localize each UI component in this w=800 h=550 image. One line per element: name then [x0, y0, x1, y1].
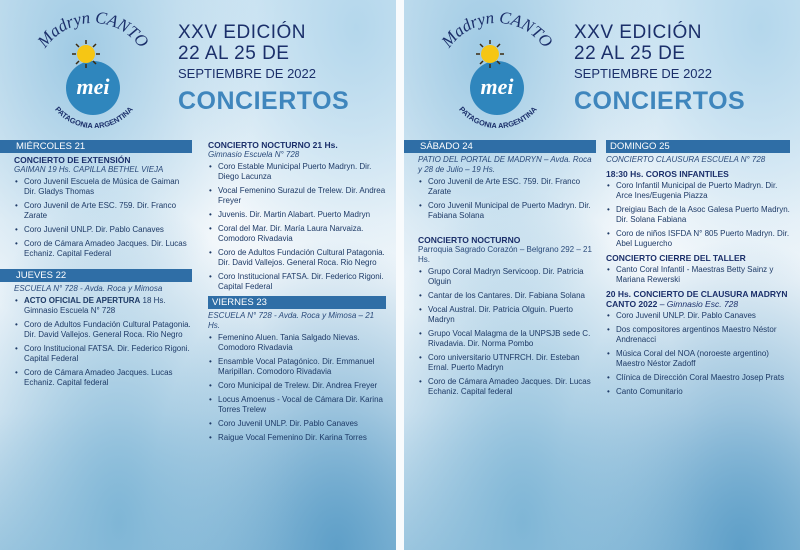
logo-bottom-text: PATAGONIA ARGENTINA — [457, 104, 539, 128]
list-item: • Ensamble Vocal Patagónico. Dir. Emmanuel Maripillan. Comodoro Rivadavia — [208, 357, 386, 377]
list-item: • Coro Estable Municipal Puerto Madryn. Dir. Diego Lacunza — [208, 162, 386, 182]
list-infantiles — [606, 181, 790, 249]
festival-logo — [28, 10, 158, 128]
logo-mark: mei — [480, 74, 514, 99]
section-title: CONCIERTO CIERRE DEL TALLER — [606, 253, 746, 263]
closing-title: 20 Hs. CONCIERTO DE CLAUSURA MADRYN CANTO 2022 — [606, 289, 788, 309]
section-title: 18:30 Hs. COROS INFANTILES — [606, 169, 729, 179]
list-item: • Coro Juvenil de Arte ESC. 759. Dir. Franco Zarate — [418, 177, 596, 197]
day-bar-wed: MIÉRCOLES 21 — [0, 140, 192, 153]
list-item: • Dreigiau Bach de la Asoc Galesa Puerto Madryn. Dir. Solana Fabiana — [606, 205, 790, 225]
logo-mark: mei — [76, 74, 110, 99]
edition: XXV EDICIÓN — [178, 22, 306, 43]
list-item: • Juvenis. Dir. Martin Alabart. Puerto Madryn — [208, 210, 386, 220]
festival-logo — [432, 10, 562, 128]
list-item: • Coro de Cámara Amadeo Jacques. Lucas Echaniz. Capital federal — [14, 368, 192, 388]
list-item: • Coral del Mar. Dir. María Laura Narvaiza. Comodoro Rivadavia — [208, 224, 386, 244]
day-bar-sun: DOMINGO 25 — [606, 140, 790, 153]
panel-left — [0, 0, 396, 550]
list-item: • Raigue Vocal Femenino Dir. Karina Torres — [208, 433, 386, 443]
list-item: • Coro Institucional FATSA. Dir. Federico Rigoni. Capital Federal — [208, 272, 386, 292]
left-col-2 — [208, 140, 386, 447]
list-item: • Coro Juvenil UNLP. Dir. Pablo Canaves — [208, 419, 386, 429]
list-item: • Coro Juvenil UNLP. Dir. Pablo Canaves — [14, 225, 192, 235]
panel-divider — [396, 0, 404, 550]
logo-top-text: Madryn CANTO — [33, 10, 153, 52]
opening-detail: 18 Hs. Gimnasio Escuela N° 728 — [24, 296, 166, 315]
list-clausura — [606, 311, 790, 397]
dates: 22 AL 25 DE — [178, 43, 290, 64]
list-item: • Coro de niños ISFDA N° 805 Puerto Madryn. Dir. Abel Luguercho — [606, 229, 790, 249]
list-item: • Música Coral del NOA (noroeste argentino) Maestro Néstor Zadoff — [606, 349, 790, 369]
dates: 22 AL 25 DE — [574, 43, 686, 64]
right-col-2 — [606, 140, 790, 401]
sun-icon — [77, 45, 95, 63]
title: CONCIERTOS — [178, 87, 350, 115]
day-bar-sat: SÁBADO 24 — [404, 140, 596, 153]
panel-right — [404, 0, 800, 550]
edition: XXV EDICIÓN — [574, 22, 702, 43]
section-sub: PATIO DEL PORTAL DE MADRYN – Avda. Roca y 28 de Julio – 19 Hs. — [418, 155, 592, 174]
list-item: • Locus Amoenus - Vocal de Cámara Dir. Karina Torres Trelew — [208, 395, 386, 415]
logo-bottom-text: PATAGONIA ARGENTINA — [53, 104, 135, 128]
section-sub: ESCUELA N° 728 - Avda. Roca y Mimosa – 21 Hs. — [208, 311, 375, 330]
list-item: • Cantar de los Cantares. Dir. Fabiana Solana — [418, 291, 596, 301]
list-item: • Coro Infantil Municipal de Puerto Madryn. Dir. Arce Ines/Eugenia Piazza — [606, 181, 790, 201]
section-title — [606, 289, 790, 309]
right-col-1 — [418, 140, 596, 401]
list-item: • Femenino Aluen. Tania Salgado Nievas. Comodoro Rivadavia — [208, 333, 386, 353]
section-sub: GAIMAN 19 Hs. CAPILLA BETHEL VIEJA — [14, 165, 164, 174]
header — [178, 22, 378, 116]
list-item: • Canto Coral Infantil - Maestras Betty Sainz y Mariana Rewerski — [606, 265, 790, 285]
list-item: • Coro de Cámara Amadeo Jacques. Dir. Lucas Echaniz. Capital federal — [418, 377, 596, 397]
title: CONCIERTOS — [574, 87, 746, 115]
list-item: • Coro Juvenil Escuela de Música de Gaiman Dir. Gladys Thomas — [14, 177, 192, 197]
list-item: • Coro Municipal de Trelew. Dir. Andrea Freyer — [208, 381, 386, 391]
list-item: • Vocal Femenino Surazul de Trelew. Dir. Andrea Freyer — [208, 186, 386, 206]
section-sub: Parroquia Sagrado Corazón – Belgrano 292 – 21 Hs. — [418, 245, 592, 264]
list-item: • Clínica de Dirección Coral Maestro Josep Prats — [606, 373, 790, 383]
list-item: • Coro Juvenil de Arte ESC. 759. Dir. Franco Zarate — [14, 201, 192, 221]
section-sub: CONCIERTO CLAUSURA ESCUELA N° 728 — [606, 155, 766, 164]
left-col-1 — [14, 140, 192, 392]
list-wed — [14, 177, 192, 259]
logo-graphic — [28, 10, 158, 128]
closing-venue: – Gimnasio Esc. 728 — [657, 299, 739, 309]
list-item: • Coro de Adultos Fundación Cultural Patagonia. Dir. David Vallejos. General Roca. Rio Negro — [208, 248, 386, 268]
list-item: • Coro Juvenil UNLP. Dir. Pablo Canaves — [606, 311, 790, 321]
list-item: • Dos compositores argentinos Maestro Néstor Andrenacci — [606, 325, 790, 345]
day-bar-thu: JUEVES 22 — [0, 269, 192, 282]
list-item: • Coro universitario UTNFRCH. Dir. Esteban Ernal. Puerto Madryn — [418, 353, 596, 373]
list-noct — [208, 162, 386, 292]
opening-act: ACTO OFICIAL DE APERTURA — [24, 296, 141, 305]
section-sub: ESCUELA N° 728 - Avda. Roca y Mimosa — [14, 284, 163, 293]
list-item: • Coro de Adultos Fundación Cultural Patagonia. Dir. David Vallejos. General Roca. Rio Negro — [14, 320, 192, 340]
list-item: • Canto Comunitario — [606, 387, 790, 397]
header — [574, 22, 774, 116]
list-thu — [14, 296, 192, 388]
list-item: • Coro Juvenil Municipal de Puerto Madryn. Dir. Fabiana Solana — [418, 201, 596, 221]
list-item: • Coro Institucional FATSA. Dir. Federico Rigoni. Capital Federal — [14, 344, 192, 364]
logo-top-text: Madryn CANTO — [437, 10, 557, 52]
logo-graphic — [432, 10, 562, 128]
month: SEPTIEMBRE DE 2022 — [178, 66, 316, 81]
section-title: CONCIERTO DE EXTENSIÓN — [14, 155, 131, 165]
list-item: • Coro de Cámara Amadeo Jacques. Dir. Lucas Echaniz. Capital Federal — [14, 239, 192, 259]
list-sat — [418, 177, 596, 221]
list-item: • Grupo Coral Madryn Servicoop. Dir. Patricia Olguin — [418, 267, 596, 287]
list-item: • Grupo Vocal Malagma de la UNPSJB sede C. Rivadavia. Dir. Norma Pombo — [418, 329, 596, 349]
section-title: CONCIERTO NOCTURNO 21 Hs. — [208, 140, 338, 150]
list-taller — [606, 265, 790, 285]
list-item: • Vocal Austral. Dir. Patricia Olguin. Puerto Madryn — [418, 305, 596, 325]
day-bar-fri: VIERNES 23 — [208, 296, 386, 309]
section-title: CONCIERTO NOCTURNO — [418, 235, 521, 245]
list-item — [14, 296, 192, 316]
month: SEPTIEMBRE DE 2022 — [574, 66, 712, 81]
list-fri — [208, 333, 386, 443]
section-sub: Gimnasio Escuela N° 728 — [208, 150, 300, 159]
sun-icon — [481, 45, 499, 63]
list-noct-r — [418, 267, 596, 397]
